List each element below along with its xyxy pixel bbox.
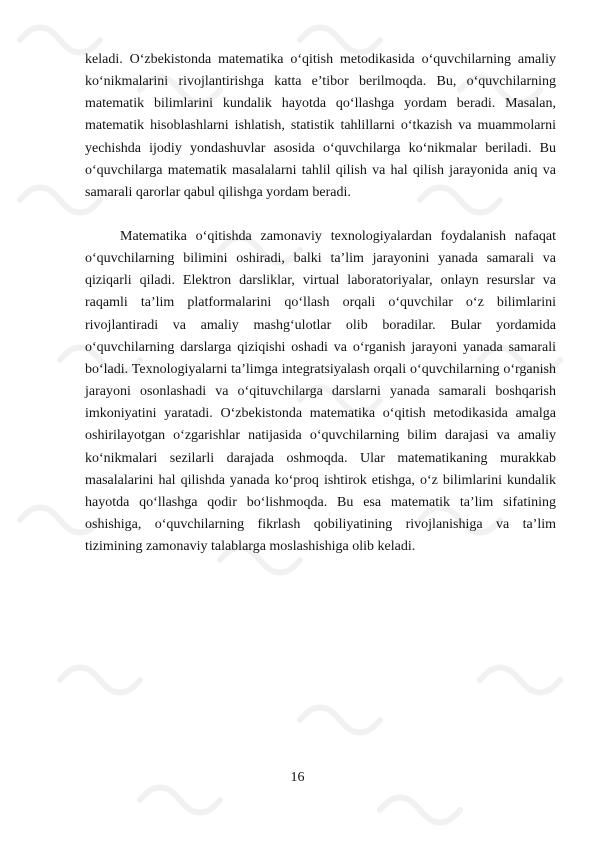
page-number: 16: [290, 770, 305, 785]
body-paragraph-2: Matematika o‘qitishda zamonaviy texnologiyalardan foydalanish nafaqat o‘quvchilarning bilimini oshiradi, balki ta’lim jarayonini yanada samarali va qiziqarli qiladi. Elektron darsliklar, virtual laboratoriyalar, onlayn resurslar va raqamli ta’lim platformalarini qo‘llash orqali o‘quvchilar o‘z bilimlarini rivojlantiradi va amaliy mashg‘ulotlar olib boradilar. Bular yordamida o‘quvchilarning darslarga qiziqishi oshadi va o‘rganish jarayoni yanada samarali bo‘ladi. Texnologiyalarni ta’limga integratsiyalash orqali o‘quvchilarning o‘rganish jarayoni osonlashadi va o‘qituvchilarga darslarni yanada samarali boshqarish imkoniyatini yaratadi. O‘zbekistonda matematika o‘qitish metodikasida amalga oshirilayotgan o‘zgarishlar natijasida o‘quvchilarning bilim darajasi va amaliy ko‘nikmalari sezilarli darajada oshmoqda. Ular matematikaning murakkab masalalarini hal qilishda yanada ko‘proq ishtirok etishga, o‘z bilimlarini kundalik hayotda qo‘llashga qodir bo‘lishmoqda. Bu esa matematik ta’lim sifatining oshishiga, o‘quvchilarning fikrlash qobiliyatining rivojlanishiga va ta’lim tizimining zamonaviy talablarga moslashishiga olib keladi.: [85, 229, 556, 555]
body-paragraph-1: keladi. O‘zbekistonda matematika o‘qitish metodikasida o‘quvchilarning amaliy ko‘nikmalarini rivojlantirishga katta e’tibor berilmoqda. Bu, o‘quvchilarning matematik bilimlarini kundalik hayotda qo‘llashga yordam beradi. Masalan, matematik hisoblashlarni ishlatish, statistik tahlillarni o‘tkazish va muammolarni yechishda ijodiy yondashuvlar asosida o‘quvchilarga ko‘nikmalar beriladi. Bu o‘quvchilarga matematik masalalarni tahlil qilish va hal qilish jarayonida aniq va samarali qarorlar qabul qilishga yordam beradi.: [85, 52, 556, 200]
